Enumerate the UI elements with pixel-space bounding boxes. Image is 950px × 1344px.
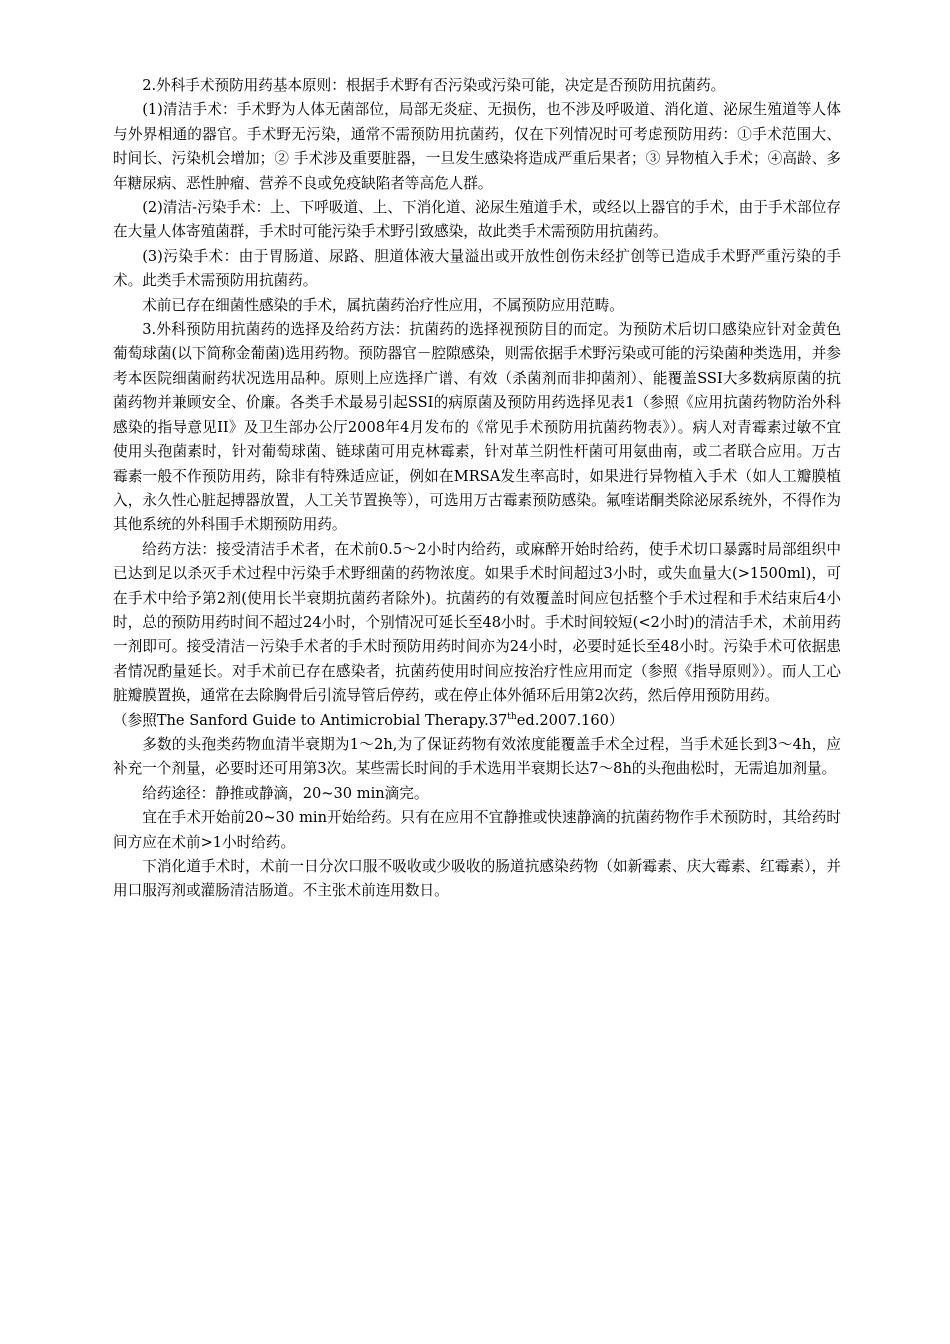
paragraph-route: 给药途径：静推或静滴，20~30 min滴完。 [142, 784, 429, 802]
paragraph-drug-selection: 3.外科预防用抗菌药的选择及给药方法：抗菌药的选择视预防目的而定。为预防术后切口感染应针对金黄色葡萄球菌(以下简称金葡菌)选用药物。预防器官－腔隙感染，则需依据手术野污染或可能的污染菌种类选用，并参考本医院细菌耐药状况选用品种。原则上应选择广谱、有效（杀菌剂而非抑菌剂）、能覆盖SSI大多数病原菌的抗菌药物并兼顾安全、价廉。各类手术最易引起SSI的病原菌及预防用药选择见表1（参照《应用抗菌药物防治外科感染的指导意见II》及卫生部办公厅2008年4月发布的《常见手术预防用抗菌药物表》）。病人对青霉素过敏不宜使用头孢菌素时，针对葡萄球菌、链球菌可用克林霉素，针对革兰阴性杆菌可用氨曲南，或二者联合应用。万古霉素一般不作预防用药，除非有特殊适应证，例如在MRSA发生率高时，如果进行异物植入手术（如人工瓣膜植入，永久性心脏起搏器放置，人工关节置换等），可选用万古霉素预防感染。氟喹诺酮类除泌尿系统外，不得作为其他系统的外科围手术期预防用药。 [113, 321, 841, 534]
reference-superscript: th [507, 711, 517, 722]
reference-text: （参照The Sanford Guide to Antimicrobial Therapy.37 [113, 711, 508, 729]
reference-text-end: ed.2007.160） [516, 711, 624, 729]
paragraph-administration-method: 给药方法：接受清洁手术者，在术前0.5～2小时内给药，或麻醉开始时给药，使手术切口暴露时局部组织中已达到足以杀灭手术过程中污染手术野细菌的药物浓度。如果手术时间超过3小时，或失血量大(>1500ml)，可在手术中给予第2剂(使用长半衰期抗菌药者除外)。抗菌药的有效覆盖时间应包括整个手术过程和手术结束后4小时，总的预防用药时间不超过24小时，个别情况可延长至48小时。手术时间较短(<2小时)的清洁手术，术前用药一剂即可。接受清洁－污染手术者的手术时预防用药时间亦为24小时，必要时延长至48小时。污染手术可依据患者情况酌量延长。对手术前已存在感染者，抗菌药使用时间应按治疗性应用而定（参照《指导原则》）。而人工心脏瓣膜置换，通常在去除胸骨后引流导管后停药，或在停止体外循环后用第2次药，然后停用预防用药。 [113, 540, 841, 705]
paragraph-clean-contaminated-surgery: (2)清洁-污染手术：上、下呼吸道、上、下消化道、泌尿生殖道手术，或经以上器官的手术，由于手术部位存在大量人体寄殖菌群，手术时可能污染手术野引致感染，故此类手术需预防用抗菌药。 [113, 199, 841, 241]
paragraph-contaminated-surgery: (3)污染手术：由于胃肠道、尿路、胆道体液大量溢出或开放性创伤未经扩创等已造成手术野严重污染的手术。此类手术需预防用抗菌药。 [113, 247, 841, 290]
paragraph-cephalosporin-half-life: 多数的头孢类药物血清半衰期为1～2h,为了保证药物有效浓度能覆盖手术全过程，当手术延长到3～4h，应补充一个剂量，必要时还可用第3次。某些需长时间的手术选用半衰期长达7～8h的头孢曲松时，无需追加剂量。 [113, 735, 841, 778]
paragraph-clean-surgery: (1)清洁手术：手术野为人体无菌部位，局部无炎症、无损伤，也不涉及呼吸道、消化道、泌尿生殖道等人体与外界相通的器官。手术野无污染，通常不需预防用抗菌药，仅在下列情况时可考虑预防用药：①手术范围大、时间长、污染机会增加；② 手术涉及重要脏器，一旦发生感染将造成严重后果者；③ 异物植入手术；④高龄、多年糖尿病、恶性肿瘤、营养不良或免疫缺陷者等高危人群。 [113, 101, 841, 192]
paragraph-lower-gi: 下消化道手术时，术前一日分次口服不吸收或少吸收的肠道抗感染药物（如新霉素、庆大霉素、红霉素），并用口服泻剂或灌肠清洁肠道。不主张术前连用数日。 [113, 858, 841, 900]
paragraph-reference [113, 709, 841, 733]
document-page [113, 74, 841, 904]
paragraph-existing-infection: 术前已存在细菌性感染的手术，属抗菌药治疗性应用，不属预防应用范畴。 [142, 296, 624, 314]
paragraph-timing: 宜在手术开始前20~30 min开始给药。只有在应用不宜静推或快速静滴的抗菌药物作手术预防时，其给药时间方应在术前>1小时给药。 [113, 809, 841, 851]
paragraph-principles: 2.外科手术预防用药基本原则：根据手术野有否污染或污染可能，决定是否预防用抗菌药。 [142, 77, 726, 94]
